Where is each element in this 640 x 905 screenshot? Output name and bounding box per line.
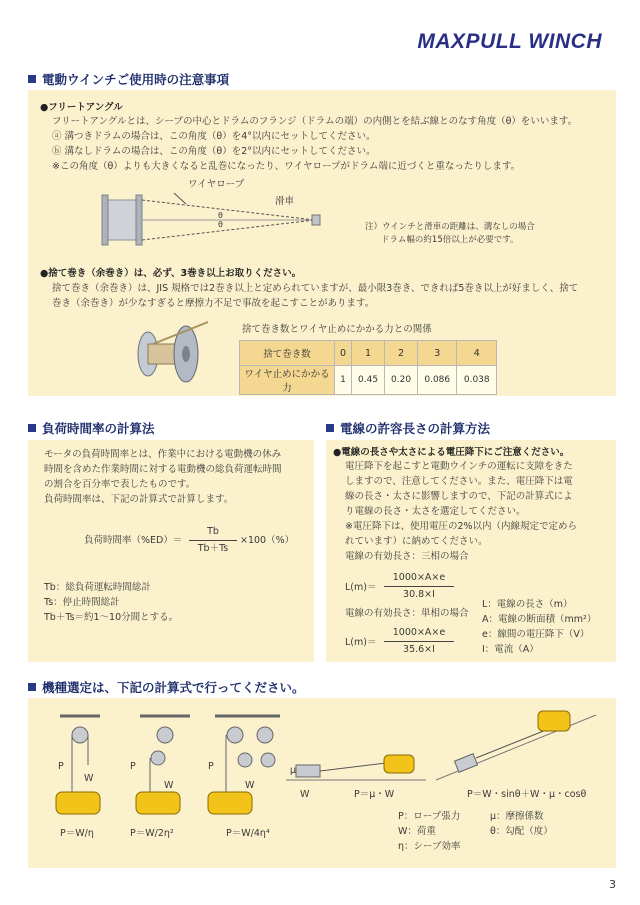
cable-legend-i: I：電流（A） <box>482 644 539 655</box>
force-table-label-turns: 捨て巻き数 <box>240 341 335 366</box>
label-theta-1: θ <box>218 211 223 220</box>
load-ratio-def-tb: Tb：総負荷運転時間総計 <box>44 582 151 593</box>
section-title-usage-notes <box>28 70 229 88</box>
force-table-label-force: ワイヤ止めにかかる力 <box>240 366 335 395</box>
cable-f1-left: L(m)＝ <box>345 582 377 593</box>
section-square-icon <box>28 424 36 432</box>
load-ratio-text-3: の割合を百分率で表したものです。 <box>44 479 196 490</box>
load-ratio-formula-den: Tb＋Ts <box>197 543 229 554</box>
formula-slope: P＝W・sinθ＋W・μ・cosθ <box>467 789 587 800</box>
force-table-cell: 0 <box>335 341 352 366</box>
cable-text-5: ※電圧降下は、使用電圧の2%以内（内線規定で定めら <box>345 521 578 532</box>
sute-text-1: 捨て巻き（余巻き）は、JIS 規格では2巻き以上と定められていますが、最小限3巻き、できれば5巻き以上が好ましく、捨て <box>52 283 579 294</box>
fleet-angle-text-2: ⓐ 溝つきドラムの場合は、この角度（θ）を4°以内にセットしてください。 <box>52 131 376 142</box>
legend-load: W：荷重 <box>398 826 436 837</box>
label-w: W <box>300 789 310 800</box>
load-ratio-text-1: モータの負荷時間率とは、作業中における電動機の休み <box>44 449 282 460</box>
force-table-cell: 0.20 <box>385 366 418 395</box>
load-ratio-formula-left: 負荷時間率（%ED）＝ <box>84 535 183 546</box>
section-title-cable-length <box>326 419 490 437</box>
label-w: W <box>84 773 94 784</box>
cable-legend-e: e：線間の電圧降下（V） <box>482 629 590 640</box>
section-title-text: 負荷時間率の計算法 <box>42 421 155 436</box>
label-w: W <box>245 780 255 791</box>
label-p: P <box>58 761 64 772</box>
legend-efficiency: η：シーブ効率 <box>398 841 461 852</box>
legend-friction: μ：摩擦係数 <box>490 811 544 822</box>
brand-logo: MAXPULL WINCH <box>417 30 602 53</box>
cable-text-3: 線の長さ・太さに影響しますので、下記の計算式によ <box>345 491 573 502</box>
cable-f2-den: 35.6×I <box>403 644 435 655</box>
section-title-text: 電線の許容長さの計算方法 <box>340 421 491 436</box>
force-table-cell: 1 <box>352 341 385 366</box>
section-square-icon <box>28 683 36 691</box>
formula-double-sheave: P＝W/2η² <box>130 828 174 839</box>
force-table-cell: 0.086 <box>418 366 457 395</box>
sute-text-2: 巻き（余巻き）が少なすぎると摩擦力不足で事故を起こすことがあります。 <box>52 298 375 309</box>
force-table-cell: 3 <box>418 341 457 366</box>
force-table-row-force <box>240 366 497 395</box>
load-ratio-def-sum: Tb＋Ts＝約1〜10分間とする。 <box>44 612 179 623</box>
load-ratio-text-4: 負荷時間率は、下記の計算式で計算します。 <box>44 494 234 505</box>
fleet-angle-text-3: ⓑ 溝なしドラムの場合は、この角度（θ）を2°以内にセットしてください。 <box>52 146 376 157</box>
load-ratio-formula-right: ×100（%） <box>240 535 295 546</box>
force-table-row-turns <box>240 341 497 366</box>
section-title-load-ratio <box>28 419 155 437</box>
cable-f2-num: 1000×A×e <box>392 627 446 638</box>
fleet-angle-heading: ●フリートアングル <box>40 102 123 113</box>
label-w: W <box>164 780 174 791</box>
legend-rope-tension: P：ロープ張力 <box>398 811 461 822</box>
page-number: 3 <box>609 878 616 891</box>
cable-f1-den: 30.8×I <box>403 589 435 600</box>
force-table-cell: 0.038 <box>457 366 497 395</box>
cable-single-phase: 電線の有効長さ：単相の場合 <box>345 608 469 619</box>
cable-text-2: しますので、注意してください。また、電圧降下は電 <box>345 476 573 487</box>
force-table-title: 捨て巻き数とワイヤ止めにかかる力との関係 <box>242 324 432 335</box>
formula-horizontal: P＝μ・W <box>354 789 395 800</box>
section-title-text: 機種選定は、下記の計算式で行ってください。 <box>42 680 305 695</box>
label-p: P <box>208 761 214 772</box>
load-ratio-text-2: 時間を含めた作業時間に対する電動機の総負荷運転時間 <box>44 464 282 475</box>
section-title-model-selection <box>28 678 305 696</box>
label-p: P <box>130 761 136 772</box>
legend-gradient: θ：勾配（度） <box>490 826 553 837</box>
formula-quad-sheave: P＝W/4η⁴ <box>226 828 270 839</box>
cable-heading: ●電線の長さや太さによる電圧降下にご注意ください。 <box>333 447 570 458</box>
fleet-note-1: 注）ウインチと滑車の距離は、溝なしの場合 <box>365 222 535 232</box>
cable-text-1: 電圧降下を起こすと電動ウインチの運転に支障をきた <box>345 461 573 472</box>
force-table <box>239 340 497 395</box>
section-square-icon <box>326 424 334 432</box>
label-mu: μ <box>290 765 297 776</box>
force-table-cell: 2 <box>385 341 418 366</box>
cable-f2-left: L(m)＝ <box>345 637 377 648</box>
load-ratio-def-ts: Ts：停止時間総計 <box>44 597 120 608</box>
cable-text-6: れています）に納めてください。 <box>345 536 488 547</box>
fleet-angle-text-4: ※この角度（θ）よりも大きくなると乱巻になったり、ワイヤロープがドラム端に近づくと重なったりします。 <box>52 161 521 172</box>
section-title-text: 電動ウインチご使用時の注意事項 <box>42 72 230 87</box>
fleet-angle-text-1: フリートアングルとは、シーブの中心とドラムのフランジ（ドラムの端）の内側とを結ぶ線とのなす角度（θ）をいいます。 <box>52 116 578 127</box>
section-square-icon <box>28 75 36 83</box>
force-table-cell: 0.45 <box>352 366 385 395</box>
cable-text-4: り電線の長さ・太さを選定してください。 <box>345 506 526 517</box>
cable-three-phase: 電線の有効長さ：三相の場合 <box>345 551 469 562</box>
cable-legend-a: A：電線の断面積（mm²） <box>482 614 597 625</box>
load-ratio-formula-num: Tb <box>207 526 219 537</box>
label-theta-2: θ <box>218 220 223 229</box>
pulley-diagrams <box>40 710 310 820</box>
drum-illustration <box>128 318 216 390</box>
formula-single-sheave: P＝W/η <box>60 828 94 839</box>
label-sheave: 滑車 <box>275 196 295 207</box>
force-table-cell: 4 <box>457 341 497 366</box>
sute-heading: ●捨て巻き（余巻き）は、必ず、3巻き以上お取りください。 <box>40 268 302 279</box>
label-wire-rope: ワイヤロープ <box>188 179 245 190</box>
slope-diagrams <box>286 705 606 795</box>
force-table-cell: 1 <box>335 366 352 395</box>
cable-f1-num: 1000×A×e <box>392 572 446 583</box>
fleet-note-2: ドラム幅の約15倍以上が必要です。 <box>381 235 519 245</box>
cable-legend-l: L：電線の長さ（m） <box>482 599 573 610</box>
